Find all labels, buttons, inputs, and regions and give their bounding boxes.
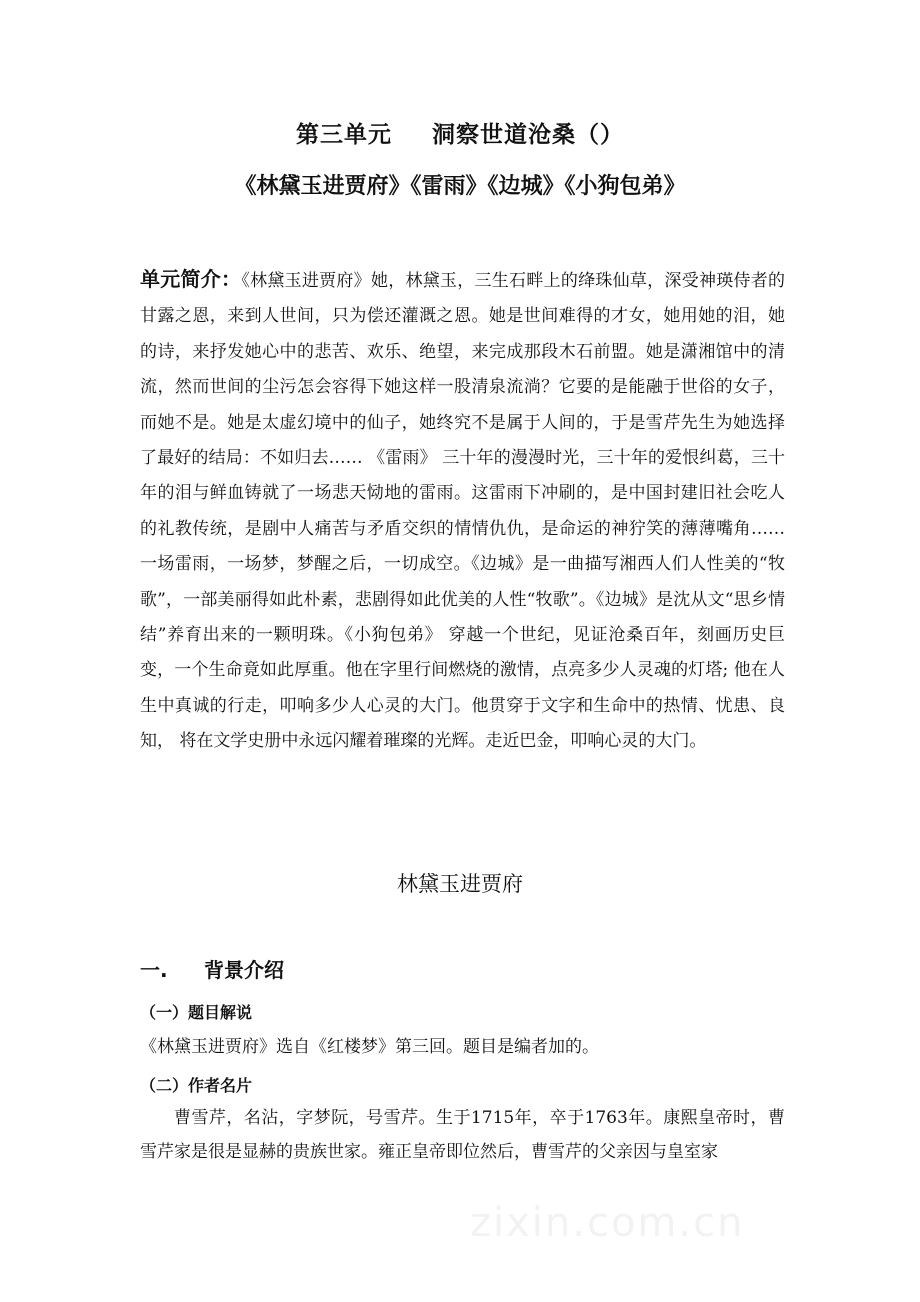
unit-title <box>0 116 920 149</box>
section-title: 林黛玉进贾府 <box>397 872 523 896</box>
subheading-author-card: （二）作者名片 <box>140 1076 253 1095</box>
intro-label: 单元简介： <box>140 267 242 291</box>
unit-intro <box>140 262 785 760</box>
unit-number: 第三单元 <box>296 122 392 148</box>
author-card-text: 曹雪芹，名沾，字梦阮，号雪芹。生于1715年，卒于1763年。康熙皇帝时，曹雪芹家是很是显赫的贵族世家。雍正皇帝即位然后，曹雪芹的父亲因与皇室家 <box>140 1108 785 1162</box>
heading-number: 一. <box>140 958 168 982</box>
unit-subtitle: 《林黛玉进贾府》《雷雨》《边城》《小狗包弟》 <box>234 174 686 199</box>
subheading-title-explanation: （一）题目解说 <box>140 1003 253 1022</box>
heading-background <box>140 954 284 983</box>
unit-theme: 洞察世道沧桑（） <box>432 122 624 148</box>
title-explanation-text: 《林黛玉进贾府》选自《红楼梦》第三回。题目是编者加的。 <box>140 1037 599 1057</box>
watermark: zixin.com.cn <box>470 1200 745 1246</box>
heading-text: 背景介绍 <box>204 958 284 982</box>
intro-text: 《林黛玉进贾府》她，林黛玉，三生石畔上的绛珠仙草，深受神瑛侍者的甘露之恩，来到人世间，只为偿还灌溉之恩。她是世间难得的才女，她用她的泪，她的诗，来抒发她心中的悲苦、欢乐、绝望，来完成那段木石前盟。她是潇湘馆中的清流，然而世间的尘污怎会容得下她这样一股清泉流淌？它要的是能融于世俗的女子，而她不是。她是太虚幻境中的仙子，她终究不是属于人间的，于是雪芹先生为她选择了最好的结局：不如归去…… 《雷雨》 三十年的漫漫时光，三十年的爱恨纠葛，三十年的泪与鲜血铸就了一场悲天恸地的雷雨。这雷雨下冲刷的，是中国封建旧社会吃人的礼教传统，是剧中人痛苦与矛盾交织的情情仇仇，是命运的神狞笑的薄薄嘴角……一场雷雨，一场梦，梦醒之后，一切成空。《边城》是一曲描写湘西人们人性美的“牧歌”，一部美丽得如此朴素，悲剧得如此优美的人性“牧歌”。《边城》是沈从文“思乡情结”养育出来的一颗明珠。《小狗包弟》 穿越一个世纪，见证沧桑百年，刻画历史巨变，一个生命竟如此厚重。他在字里行间燃烧的激情，点亮多少人灵魂的灯塔; 他在人生中真诚的行走，叩响多少人心灵的大门。他贯穿于文字和生命中的热情、忧患、良知， 将在文学史册中永远闪耀着璀璨的光辉。走近巴金，叩响心灵的大门。 <box>140 271 786 752</box>
